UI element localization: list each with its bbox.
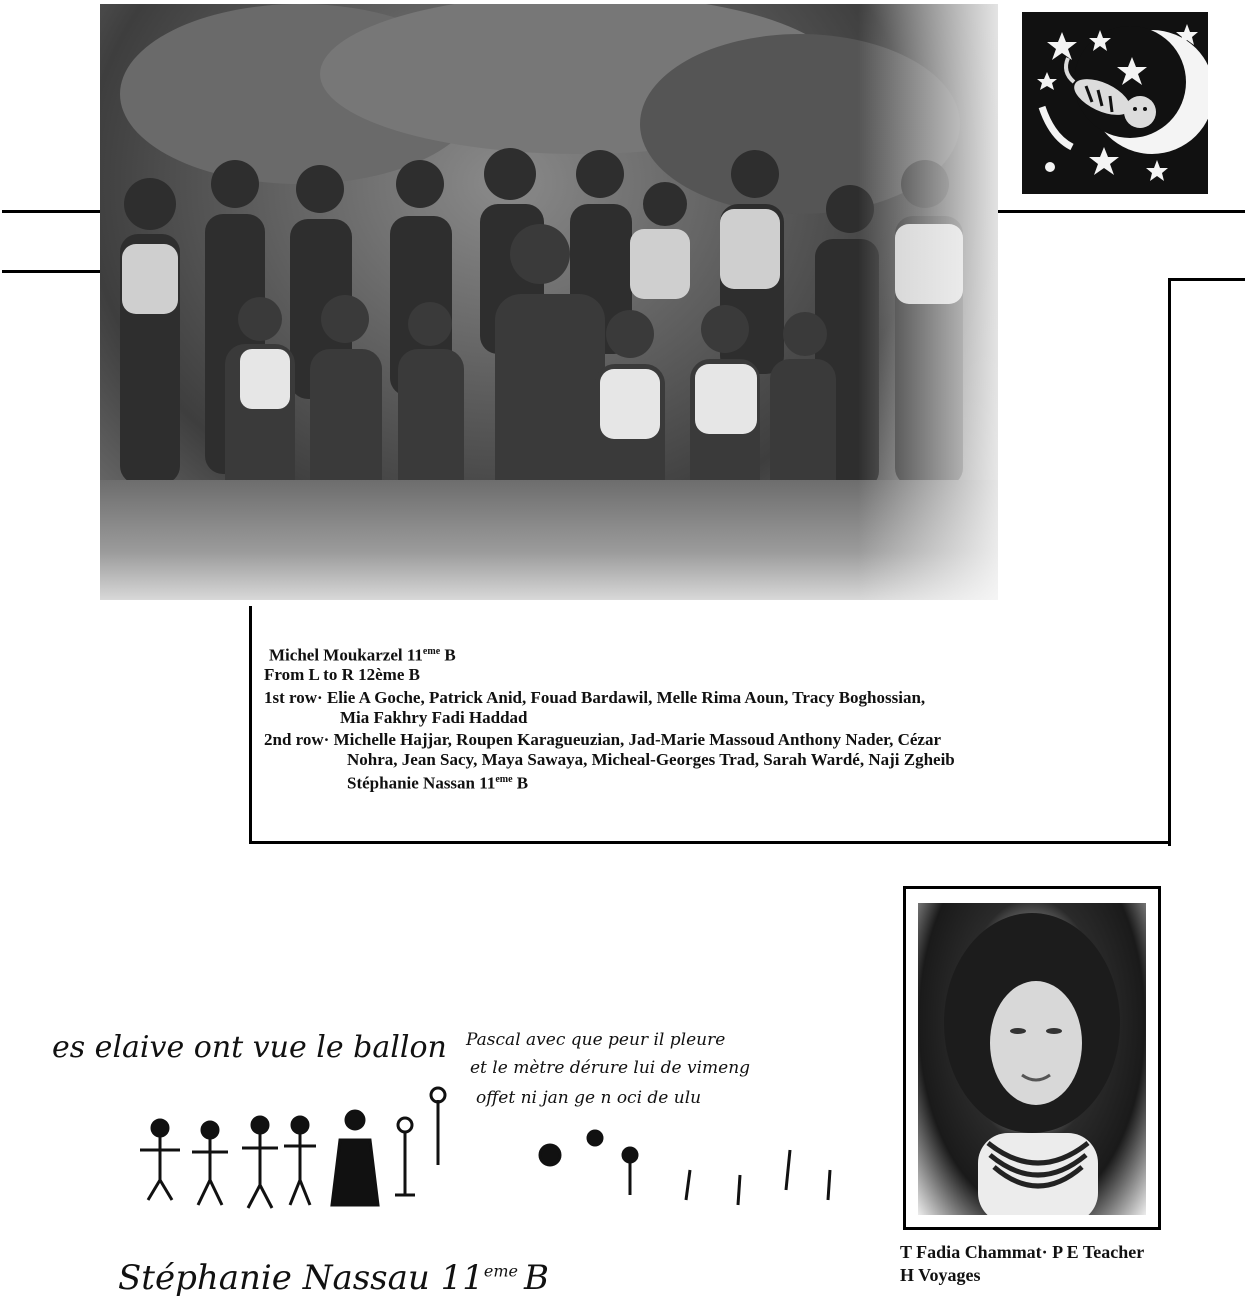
drawing-handwriting-right-2: et le mètre dérure lui de vimeng (470, 1058, 751, 1078)
teacher-portrait-photo (918, 903, 1146, 1215)
decorative-rule-right-lower (1168, 278, 1245, 281)
drawing-handwriting-left: es elaive ont vue le ballon (52, 1030, 447, 1065)
drawing-handwriting-right-3: offet ni jan ge n oci de ulu (476, 1088, 702, 1108)
decorative-rule-left-bottom (2, 270, 100, 273)
teacher-subject: H Voyages (900, 1265, 981, 1285)
drawing-signature: Stéphanie Nassau 11eme B (118, 1258, 549, 1298)
caption-line-first-row-cont: Mia Fakhry Fadi Haddad (340, 708, 528, 727)
child-drawing-illustration (70, 1080, 900, 1240)
caption-line-second-row: 2nd row· Michelle Hajjar, Roupen Karagueuzian, Jad-Marie Massoud Anthony Nader, Cézar (264, 730, 942, 749)
moon-tiger-emblem (1022, 12, 1208, 194)
child-drawing-figures (70, 1080, 900, 1240)
teacher-portrait-illustration (918, 903, 1146, 1215)
photo-caption-box (249, 606, 1171, 844)
caption-line-photographer: Michel Moukarzel 11eme B (269, 645, 456, 665)
caption-line-direction: From L to R 12ème B (264, 665, 420, 684)
decorative-rule-right (998, 210, 1245, 213)
caption-line-first-row: 1st row· Elie A Goche, Patrick Anid, Fouad Bardawil, Melle Rima Aoun, Tracy Boghossian, (264, 688, 926, 707)
teacher-name: T Fadia Chammat· P E Teacher (900, 1242, 1145, 1262)
caption-line-artist: Stéphanie Nassan 11eme B (347, 773, 529, 793)
decorative-rule-left-top (2, 210, 100, 213)
drawing-handwriting-right-1: Pascal avec que peur il pleure (466, 1030, 726, 1050)
moon-tiger-icon (1022, 12, 1208, 194)
class-group-photo (100, 4, 998, 600)
teacher-portrait-frame (903, 886, 1161, 1230)
caption-line-second-row-cont: Nohra, Jean Sacy, Maya Sawaya, Micheal-Georges Trad, Sarah Wardé, Naji Zgheib (347, 750, 955, 769)
